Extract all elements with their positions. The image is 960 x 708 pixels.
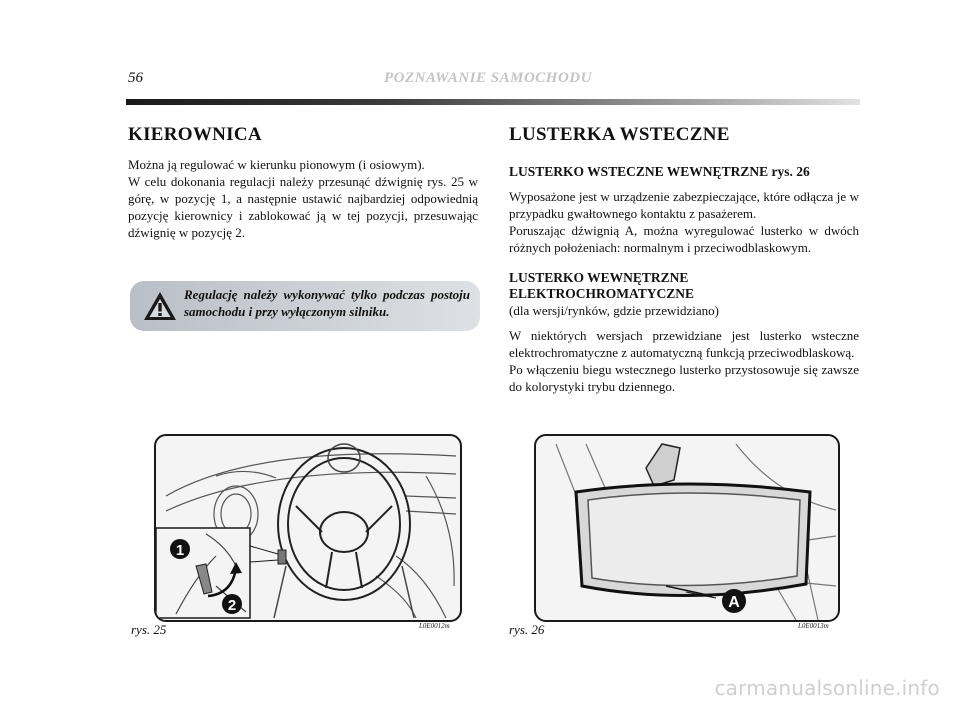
warning-triangle-icon [142, 290, 178, 322]
watermark: carmanualsonline.info [714, 676, 940, 700]
left-column [128, 124, 478, 241]
figure-26-caption: rys. 26 [509, 622, 545, 637]
steering-title: KIEROWNICA [128, 124, 262, 145]
steering-paragraph-2: W celu dokonania regulacji należy przesunąć dźwignię rys. 25 w górę, w pozycję 1, a następnie ustawić najbardziej odpowiednią pozycję kierownicy i zablokować ją w tej pozycji, przesuwając dźwignię w pozycję 2. [128, 174, 478, 240]
steering-paragraph-1: Można ją regulować w kierunku pionowym (i osiowym). [128, 157, 425, 172]
figure-25-caption: rys. 25 [131, 622, 167, 637]
section-title: POZNAWANIE SAMOCHODU [384, 70, 592, 86]
inner-mirror-paragraph-2: Poruszając dźwignią A, można wyregulować lusterko w dwóch różnych położeniach: normalnym i przeciwodblaskowym. [509, 223, 859, 255]
svg-text:A: A [728, 594, 740, 611]
rearview-mirror-illustration [536, 436, 838, 620]
electrochromic-paragraph-1: W niektórych wersjach przewidziane jest lusterko wsteczne elektrochromatyczne z automatyczną funkcją przeciwodblaskową. [509, 328, 859, 360]
figure-25-code: L0E0012m [419, 622, 450, 630]
inner-mirror-heading: LUSTERKO WSTECZNE WEWNĘTRZNE rys. 26 [509, 164, 810, 179]
right-column [509, 124, 859, 395]
warning-box [130, 281, 480, 331]
page-number: 56 [128, 70, 143, 86]
figure-steering-wheel [154, 434, 462, 622]
electrochromic-paragraph-2: Po włączeniu biegu wstecznego lusterko przystosowuje się zawsze do kolorystyki trybu dziennego. [509, 362, 859, 394]
mirrors-title: LUSTERKA WSTECZNE [509, 124, 730, 145]
inner-mirror-paragraph-1: Wyposażone jest w urządzenie zabezpieczające, które odłącza je w przypadku gwałtownego kontaktu z pasażerem. [509, 189, 859, 221]
electrochromic-heading-line-2: ELEKTROCHROMATYCZNE [509, 286, 695, 301]
figure-rearview-mirror [534, 434, 840, 622]
steering-wheel-illustration [156, 436, 460, 620]
electrochromic-note: (dla wersji/rynków, gdzie przewidziano) [509, 303, 719, 318]
electrochromic-heading-line-1: LUSTERKO WEWNĘTRZNE [509, 270, 689, 285]
figure-26-code: L0E0013m [798, 622, 829, 630]
header-rule [126, 99, 860, 105]
svg-text:1: 1 [175, 542, 185, 559]
warning-text: Regulację należy wykonywać tylko podczas postoju samochodu i przy wyłączonym silniku. [184, 287, 470, 319]
svg-text:2: 2 [227, 597, 237, 614]
